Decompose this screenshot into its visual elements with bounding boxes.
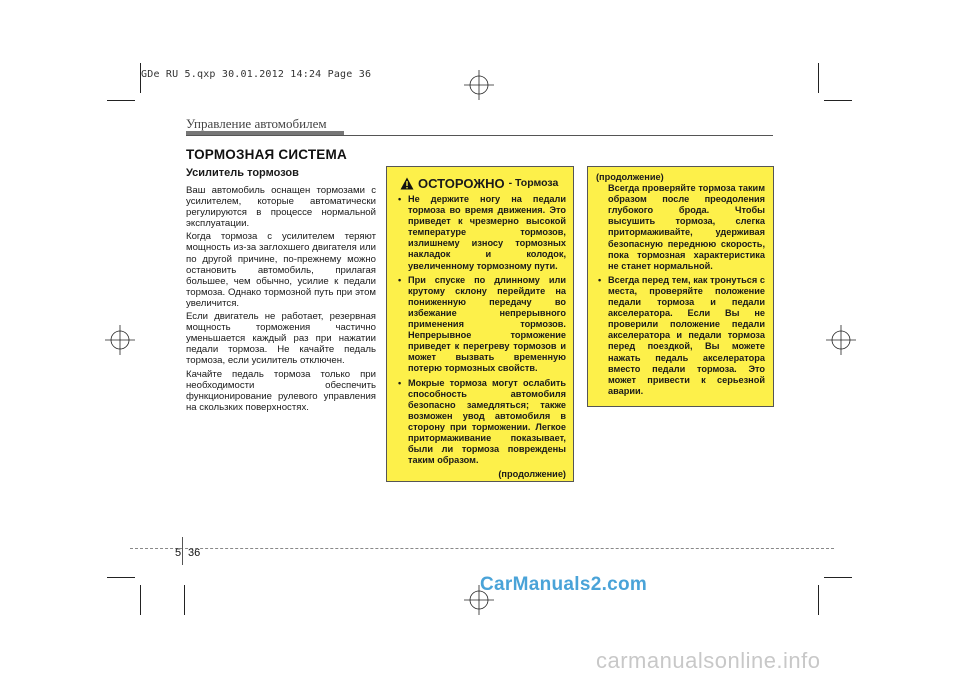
- footer-dashed-rule: [130, 548, 834, 549]
- page-number-separator: [182, 537, 183, 565]
- list-item: • Мокрые тормоза могут ослабить способность автомобиля безопасно замедляться; также возможен увод автомобиля в сторону при торможении. Легкое притормаживание показывает, были ли тормоза повреждены таким образом.: [396, 378, 566, 467]
- running-head: Управление автомобилем: [186, 116, 327, 131]
- paragraph: Ваш автомобиль оснащен тормозами с усилителем, которые автоматически регулируются в процессе нормальной эксплуатации.: [186, 185, 376, 230]
- continued-label: (продолжение): [596, 172, 664, 182]
- warning-box: [386, 166, 574, 482]
- registration-mark-icon: [826, 325, 856, 355]
- crop-mark: [818, 585, 819, 615]
- page-number: [175, 547, 201, 559]
- section-title: ТОРМОЗНАЯ СИСТЕМА: [186, 147, 347, 162]
- paragraph: Качайте педаль тормоза только при необходимости обеспечить функционирование рулевого управления на скользких поверхностях.: [186, 368, 376, 413]
- continued-list: [596, 275, 765, 397]
- crop-mark: [107, 100, 135, 101]
- warning-header: [396, 177, 566, 190]
- crop-mark: [824, 100, 852, 101]
- watermark-carmanuals2[interactable]: CarManuals2.com: [480, 574, 648, 595]
- chapter-number: 5: [175, 547, 182, 559]
- crop-mark: [824, 577, 852, 578]
- subsection-heading: Усилитель тормозов: [186, 167, 299, 179]
- continued-note: (продолжение): [498, 469, 566, 480]
- print-slug: GDe RU 5.qxp 30.01.2012 14:24 Page 36: [141, 69, 372, 80]
- crop-mark: [107, 577, 135, 578]
- header-rule-line: [186, 135, 773, 136]
- crop-mark: [818, 63, 819, 93]
- list-item: • Не держите ногу на педали тормоза во время движения. Это приведет к чрезмерно высокой температуре тормозов, излишнему износу тормозных накладок и колодок, увеличенному тормозному пути.: [396, 194, 566, 272]
- continued-warning-box: [587, 166, 774, 407]
- list-item: • Всегда перед тем, как тронуться с места, проверяйте положение педали тормоза и педали акселератора. Если Вы не проверили положение педали акселератора и педали тормоза перед поездкой, Вы можете нажать педаль акселератора вместо педали тормоза. Это может привести к серьезной аварии.: [596, 275, 765, 397]
- warning-title: ОСТОРОЖНО: [418, 175, 505, 191]
- warning-subtitle: - Тормоза: [508, 176, 559, 189]
- paragraph: Если двигатель не работает, резервная мощность торможения частично уменьшается каждый раз при нажатии педали тормоза. Не качайте педаль тормоза, если усилитель отключен.: [186, 311, 376, 367]
- warning-list: [396, 194, 566, 466]
- paragraph: Когда тормоза с усилителем теряют мощность из-за заглохшего двигателя или по другой причине, по-прежнему можно остановить автомобиль, прилагая большее, чем обычно, усилие к педали тормоза. Однако тормозной путь при этом увеличится.: [186, 231, 376, 309]
- left-column: [186, 167, 376, 415]
- watermark-carmanualsonline[interactable]: carmanualsonline.info: [596, 648, 821, 673]
- warning-triangle-icon: [400, 177, 414, 190]
- list-item: • При спуске по длинному или крутому склону перейдите на пониженную передачу во избежание непрерывного применения тормозов. Непрерывное торможение приведет к перегреву тормозов и может вызвать временную потерю тормозных свойств.: [396, 275, 566, 375]
- crop-mark: [184, 585, 185, 615]
- page-number-value: 36: [188, 547, 201, 559]
- continued-text: Всегда проверяйте тормоза таким образом после преодоления глубокого брода. Чтобы высушить тормоза, слегка притормаживайте, удерживая безопасную переднюю скорость, пока тормозная характеристика не станет нормальной.: [608, 183, 765, 271]
- registration-mark-icon: [464, 70, 494, 100]
- registration-mark-icon: [105, 325, 135, 355]
- crop-mark: [140, 585, 141, 615]
